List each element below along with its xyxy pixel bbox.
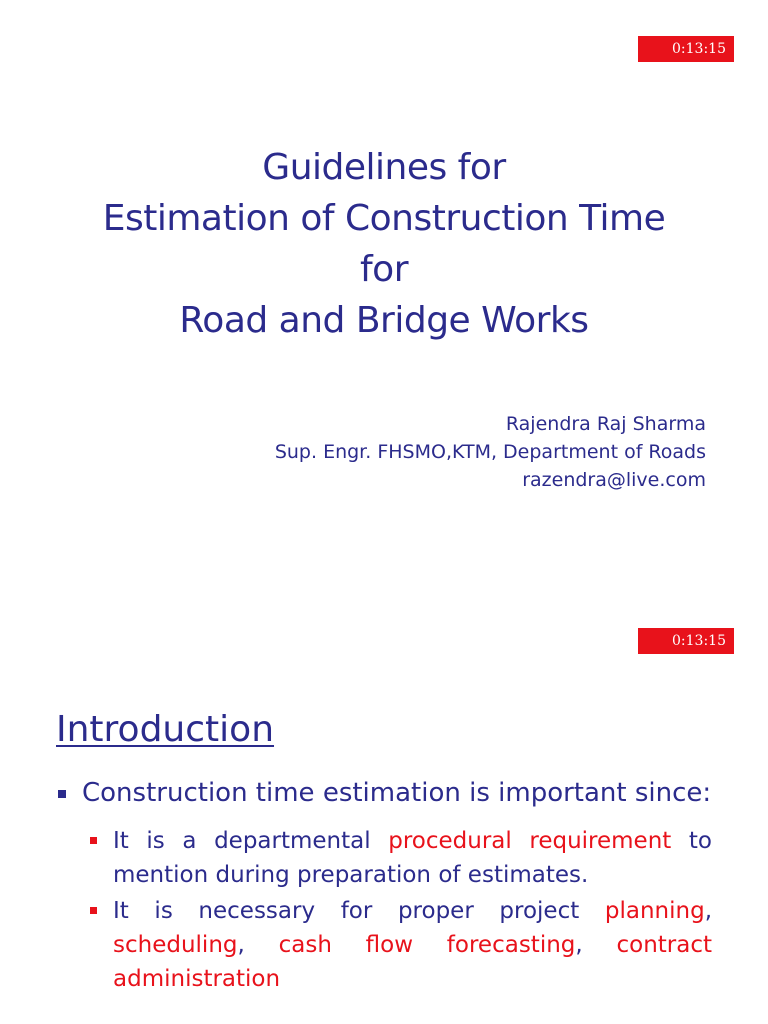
title-line-1: Guidelines for [262,147,506,188]
bullet-item [56,776,712,810]
bullet-text: Construction time estimation is important since: [82,778,712,808]
separator: , [237,932,279,958]
timer-badge: 0:13:15 [638,36,734,62]
square-bullet-icon [90,907,97,914]
highlight-text: scheduling [113,932,238,958]
slide-heading: Introduction [56,709,275,750]
sub-bullet-item [88,894,712,996]
highlight-text: cash flow forecasting [278,932,576,958]
sub-bullet-text-post: to mention during preparation of estimates. [113,828,712,888]
title-line-4: Road and Bridge Works [179,300,589,341]
sub-bullet-list [56,824,712,996]
author-email: razendra@live.com [522,469,706,491]
author-name: Rajendra Raj Sharma [505,413,706,435]
highlight-text: planning [604,898,705,924]
author-position: Sup. Engr. FHSMO,KTM, Department of Roads [274,441,706,463]
separator: , [704,898,712,924]
title-line-2: Estimation of Construction Time [102,198,666,239]
slide-title [0,142,768,346]
sub-bullet-item [88,824,712,892]
square-bullet-icon [90,837,97,844]
author-block [275,410,706,494]
sub-bullet-text-pre: It is necessary for proper project [113,898,605,924]
highlight-text: procedural requirement [388,828,672,854]
title-line-3: for [360,249,408,290]
sub-bullet-text-pre: It is a departmental [113,828,389,854]
square-bullet-icon [58,790,66,798]
separator: , [575,932,617,958]
introduction-slide [0,512,768,1024]
highlight-text: contract administration [113,932,713,992]
bullet-list [56,776,712,998]
timer-badge: 0:13:15 [638,628,734,654]
